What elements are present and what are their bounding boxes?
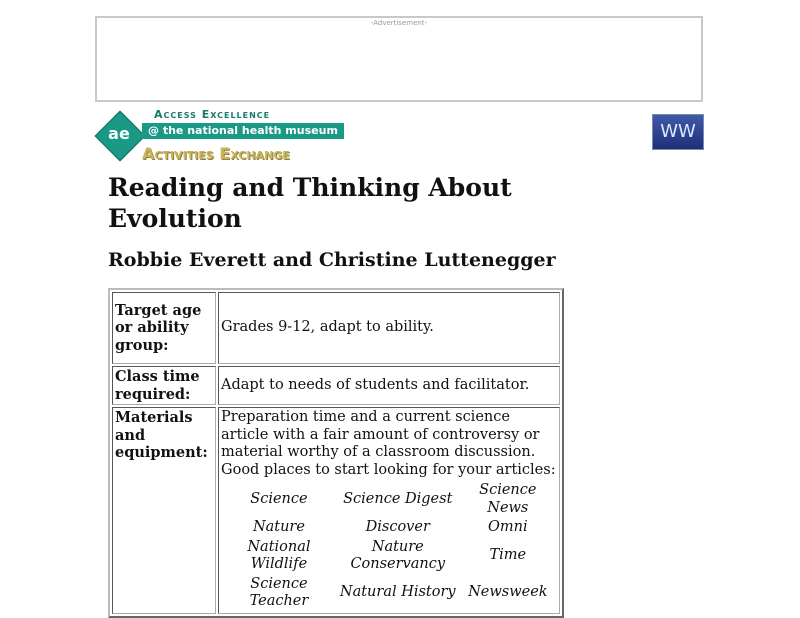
row-label: Class time required: — [112, 366, 216, 405]
magazine: Nature Conservancy — [350, 538, 446, 572]
table-row — [112, 292, 560, 364]
magazine: National Wildlife — [247, 538, 311, 572]
authors: Robbie Everett and Christine Luttenegger — [108, 249, 556, 271]
materials-text: Preparation time and a current science article with a fair amount of controversy or material worthy of a classroom discussion. Good places to start looking for your articles: — [221, 409, 556, 478]
row-label: Materials and equipment: — [112, 407, 216, 614]
magazine: Science — [250, 490, 308, 507]
magazine: Science Digest — [343, 490, 453, 507]
magazine-row — [221, 481, 557, 518]
magazine-row — [221, 575, 557, 612]
row-value: Adapt to needs of students and facilitator. — [218, 366, 560, 405]
activity-info-table — [108, 288, 564, 618]
logo-ae-icon: ae — [108, 124, 130, 143]
magazine-row — [221, 518, 557, 538]
table-row — [112, 366, 560, 405]
logo-line-3: Activities Exchange — [142, 144, 290, 163]
magazine: Science News — [479, 482, 537, 516]
table-row — [112, 407, 560, 614]
logo-line-1: Access Excellence — [154, 108, 271, 121]
magazine: Science Teacher — [249, 575, 309, 609]
row-value: Grades 9-12, adapt to ability. — [218, 292, 560, 364]
advertisement-label: -Advertisement- — [370, 19, 428, 27]
magazine: Omni — [488, 519, 528, 535]
magazine: Newsweek — [468, 584, 548, 601]
magazine-row — [221, 538, 557, 575]
advertisement-banner[interactable] — [95, 16, 703, 102]
magazine: Discover — [365, 519, 430, 535]
magazine-list — [221, 481, 557, 612]
row-value — [218, 407, 560, 614]
page-title: Reading and Thinking About Evolution — [108, 173, 512, 233]
logo-line-2: @ the national health museum — [142, 123, 344, 139]
magazine: Time — [489, 547, 527, 564]
row-label: Target age or ability group: — [112, 292, 216, 364]
magazine: Natural History — [339, 584, 456, 601]
magazine: Nature — [252, 519, 305, 535]
ww-logo[interactable]: WW — [652, 114, 704, 150]
access-excellence-logo[interactable] — [98, 108, 338, 170]
